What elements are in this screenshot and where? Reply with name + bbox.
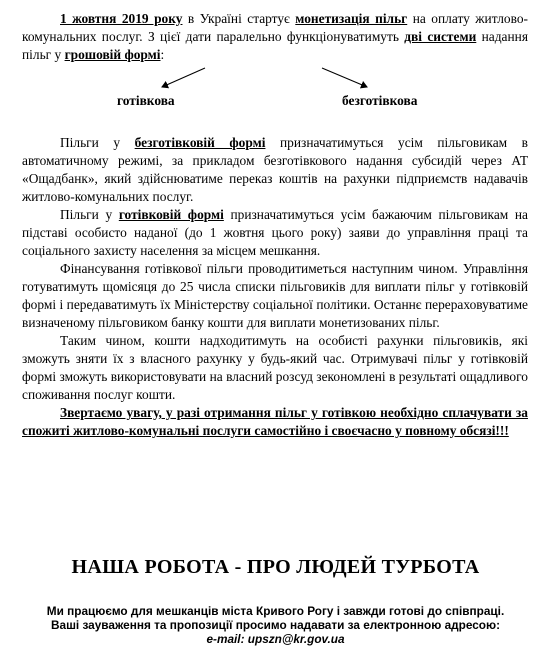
email-address[interactable]: upszn@kr.gov.ua [247, 632, 345, 646]
form-cash-label: готівкова [117, 93, 175, 108]
cash-text-a: Пільги у [60, 207, 119, 222]
intro-paragraph [22, 10, 528, 64]
benefit-forms [22, 92, 528, 134]
intro-text-4: : [160, 47, 165, 62]
notice-paragraph: Звертаємо увагу, у разі отримання пільг у готівкою необхідно сплачувати за спожиті житлово-комунальні послуги самостійно і своєчасно у повному обсязі!!! [22, 405, 528, 438]
document-body [22, 10, 528, 440]
money-form-term: грошовій формі [64, 47, 161, 62]
monetization-term: монетизація пільг [295, 11, 408, 26]
cash-text-c: призначатимуться усім бажаючим пільговикам на підставі особисто наданої (до 1 жовтня цього року) заяви до управління праці та соціального захисту населення за місцем мешкання. [22, 207, 528, 258]
arrow-right-icon [322, 68, 367, 87]
form-noncash-label: безготівкова [342, 93, 418, 108]
noncash-text-c: призначатимуться усім пільговикам в автоматичному режимі, за прикладом безготівкового надання субсидій через АТ «Ощадбанк», який здійснюватиме переказ коштів на рахунки підприємств надавачів житлово-комунальних послуг. [22, 135, 529, 204]
slogan-heading: НАША РОБОТА - ПРО ЛЮДЕЙ ТУРБОТА [71, 556, 480, 578]
intro-text-2: на оплату житлово-комунальних послуг. З цієї дати паралельно функціонуватимуть [22, 11, 528, 44]
noncash-term: безготівковій формі [134, 135, 266, 150]
email-label: e-mail: [206, 632, 248, 646]
noncash-text-a: Пільги у [60, 135, 135, 150]
arrow-left-icon [162, 68, 205, 87]
arrows-svg [22, 64, 528, 92]
financing-paragraph: Фінансування готівкової пільги проводитиметься наступним чином. Управління готуватимуть щомісяця до 25 числа списки пільговиків для виплати пільг у готівковій формі і передаватимуть їх Міністерству соціальної політики. Останнє перераховуватиме визначеному пільговиком банку кошти для виплати монетизованих пільг. [22, 261, 528, 330]
footer-line-1: Ми працюємо для мешканців міста Кривого Рогу і завжди готові до співпраці. [46, 604, 505, 618]
footer-line-2: Ваші зауваження та пропозиції просимо надавати за електронною адресою: [51, 618, 500, 632]
two-systems-term: дві системи [404, 29, 477, 44]
intro-text-3: надання пільг у [22, 29, 528, 62]
cash-term: готівковій формі [118, 207, 224, 222]
result-paragraph: Таким чином, кошти надходитимуть на особисті рахунки пільговиків, які зможуть зняти їх з власного рахунку у будь-який час. Отримувачі пільг у готівковій формі зможуть використовувати на власний розсуд зекономлені в результаті ощадливого споживання послуг кошти. [22, 333, 528, 402]
start-date: 1 жовтня 2019 року [60, 11, 183, 26]
footer-email-line [0, 632, 551, 646]
cash-paragraph [22, 206, 528, 260]
footer [0, 604, 551, 646]
intro-text-1: в Україні стартує [182, 11, 296, 26]
arrows-diagram [22, 64, 528, 92]
noncash-paragraph [22, 134, 528, 206]
